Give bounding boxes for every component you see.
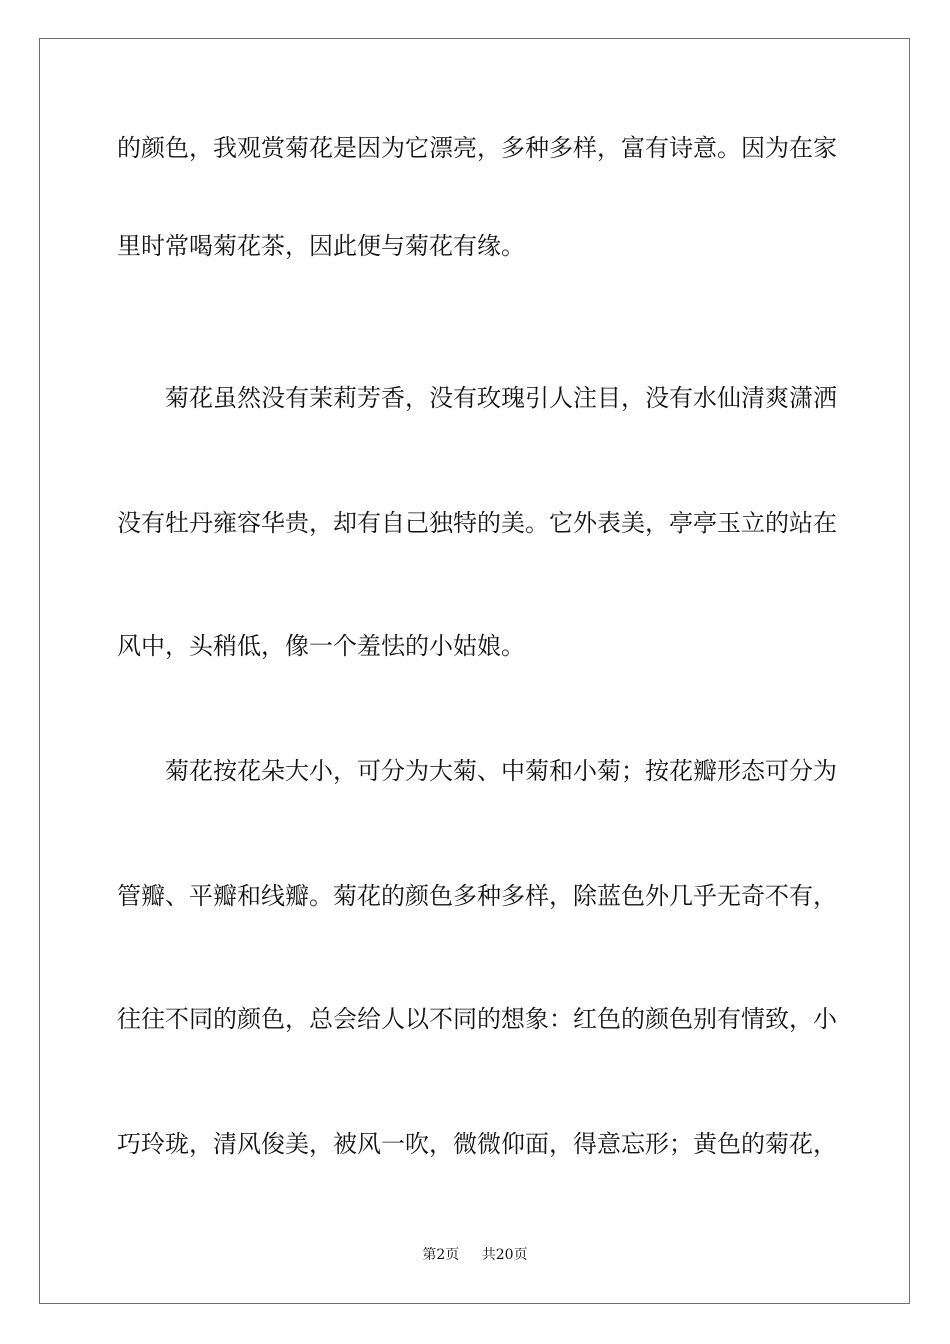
text-line-2: 里时常喝菊花茶，因此便与菊花有缘。 (117, 232, 525, 260)
paragraph-3-first-line: 菊花按花朵大小，可分为大菊、中菊和小菊；按花瓣形态可分为 (165, 757, 837, 785)
text-line-7: 管瓣、平瓣和线瓣。菊花的颜色多种多样，除蓝色外几乎无奇不有， (117, 882, 837, 910)
text-line-5: 风中，头稍低，像一个羞怯的小姑娘。 (117, 632, 525, 660)
paragraph-2-first-line: 菊花虽然没有茉莉芳香，没有玫瑰引人注目，没有水仙清爽潇洒 (165, 384, 837, 412)
text-line-9: 巧玲珑，清风俊美，被风一吹，微微仰面，得意忘形；黄色的菊花， (117, 1130, 837, 1158)
page-number: 第2页 (422, 1247, 460, 1263)
page-footer (0, 1246, 950, 1264)
text-line-8: 往往不同的颜色，总会给人以不同的想象：红色的颜色别有情致，小 (117, 1005, 837, 1033)
text-line-1: 的颜色，我观赏菊花是因为它漂亮，多种多样，富有诗意。因为在家 (117, 134, 837, 162)
text-line-4: 没有牡丹雍容华贵，却有自己独特的美。它外表美，亭亭玉立的站在 (117, 509, 837, 537)
total-pages: 共20页 (481, 1247, 528, 1263)
